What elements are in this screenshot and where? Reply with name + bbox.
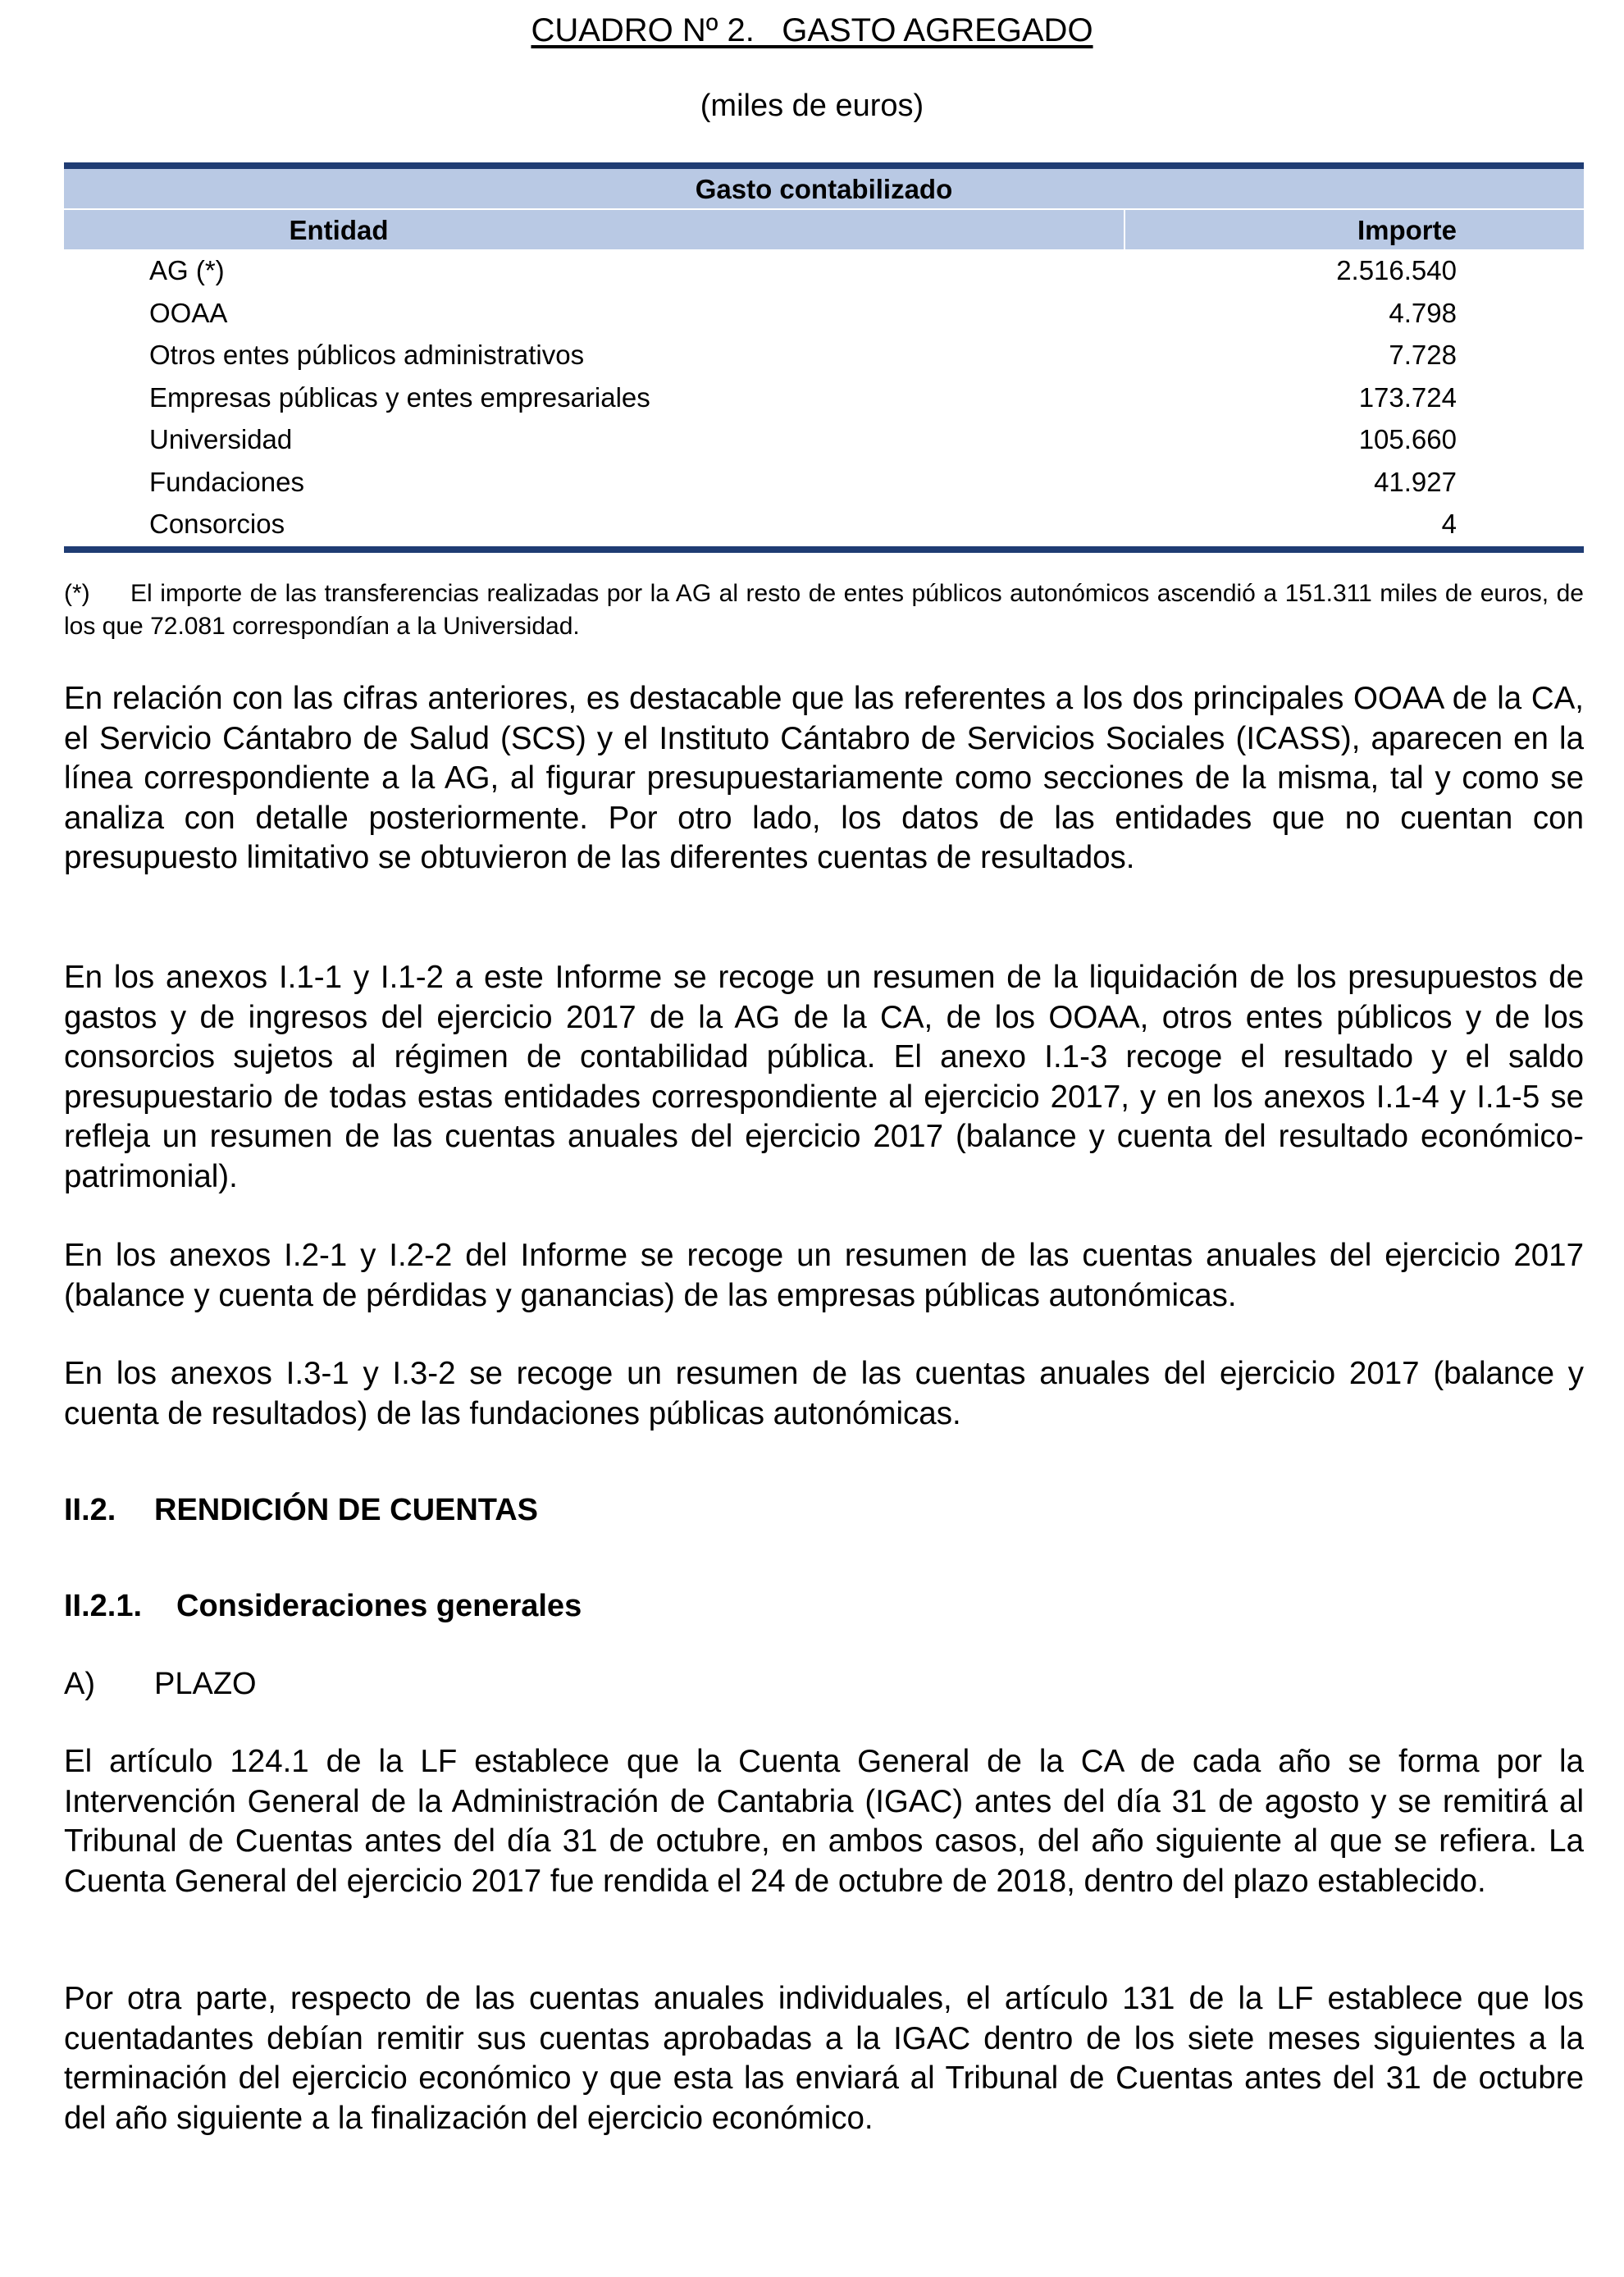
row-importe: 4 (1441, 509, 1457, 539)
paragraph: Por otra parte, respecto de las cuentas anuales individuales, el artículo 131 de la LF establece que los cuentadantes debían remitir sus cuentas aprobadas a la IGAC dentro de los siete meses siguientes a la terminación del ejercicio económico y que esta las enviará al Tribunal de Cuentas antes del 31 de octubre del año siguiente a la finalización del ejercicio económico. (64, 1981, 1584, 2136)
paragraph: En relación con las cifras anteriores, es destacable que las referentes a los dos principales OOAA de la CA, el Servicio Cántabro de Salud (SCS) y el Instituto Cántabro de Servicios Sociales (ICASS), aparecen en la línea correspondiente a la AG, al figurar presupuestariamente como secciones de la misma, tal y como se analiza con detalle posteriormente. Por otro lado, los datos de las entidades que no cuentan con presupuesto limitativo se obtuvieron de las diferentes cuentas de resultados. (64, 681, 1584, 875)
table-row (64, 376, 1584, 419)
row-importe: 41.927 (1374, 466, 1457, 497)
table-row (64, 418, 1584, 461)
table-top-rule (64, 162, 1584, 169)
section-number: II.2. (64, 1493, 116, 1527)
table-title-text: CUADRO Nº 2. GASTO AGREGADO (531, 12, 1093, 48)
section-title: RENDICIÓN DE CUENTAS (154, 1493, 538, 1527)
table-subtitle: (miles de euros) (700, 89, 924, 123)
footnote-mark: (*) (64, 580, 90, 607)
table-row (64, 249, 1584, 292)
row-importe: 105.660 (1358, 424, 1457, 454)
table-title (0, 11, 1624, 49)
row-importe: 2.516.540 (1336, 255, 1457, 285)
row-entidad: AG (*) (149, 255, 225, 285)
point-letter: A) (64, 1667, 95, 1701)
table-row (64, 334, 1584, 376)
point-title: PLAZO (154, 1667, 257, 1701)
paragraph: En los anexos I.2-1 y I.2-2 del Informe se recoge un resumen de las cuentas anuales del ejercicio 2017 (balance y cuenta de pérdidas y ganancias) de las empresas públicas autonómicas. (64, 1238, 1584, 1313)
subsection-title: Consideraciones generales (176, 1589, 582, 1623)
header-divider (1124, 210, 1125, 249)
row-entidad: Otros entes públicos administrativos (149, 340, 585, 370)
column-header-entidad: Entidad (289, 215, 389, 245)
table-row (64, 292, 1584, 335)
section-heading (64, 1491, 538, 1529)
row-entidad: OOAA (149, 297, 228, 328)
subsection-number: II.2.1. (64, 1589, 143, 1623)
table-bottom-rule (64, 546, 1584, 553)
table-footnote (64, 577, 1584, 643)
row-importe: 173.724 (1358, 381, 1457, 413)
table-group-header: Gasto contabilizado (64, 169, 1584, 210)
row-entidad: Fundaciones (149, 466, 304, 497)
point-heading (64, 1665, 257, 1703)
row-entidad: Empresas públicas y entes empresariales (149, 381, 650, 413)
paragraph: En los anexos I.1-1 y I.1-2 a este Informe se recoge un resumen de la liquidación de los presupuestos de gastos y de ingresos del ejercicio 2017 de la AG de la CA, de los OOAA, otros entes públicos y de los consorcios sujetos al régimen de contabilidad pública. El anexo I.1-3 recoge el resultado y el saldo presupuestario de todas estas entidades correspondiente al ejercicio 2017, y en los anexos I.1-4 y I.1-5 se refleja un resumen de las cuentas anuales del ejercicio 2017 (balance y cuenta del resultado económico-patrimonial). (64, 960, 1584, 1194)
paragraph: El artículo 124.1 de la LF establece que la Cuenta General de la CA de cada año se forma por la Intervención General de la Administración de Cantabria (IGAC) antes del día 31 de agosto y se remitirá al Tribunal de Cuentas antes del día 31 de octubre, en ambos casos, del año siguiente al que se refiera. La Cuenta General del ejercicio 2017 fue rendida el 24 de octubre de 2018, dentro del plazo establecido. (64, 1744, 1584, 1899)
expense-table (64, 162, 1584, 553)
table-row (64, 503, 1584, 545)
footnote-text: El importe de las transferencias realizadas por la AG al resto de entes públicos autonómicos ascendió a 151.311 miles de euros, de los que 72.081 correspondían a la Universidad. (64, 580, 1584, 640)
column-header-importe: Importe (1357, 215, 1457, 245)
table-row (64, 461, 1584, 504)
row-entidad: Universidad (149, 424, 293, 454)
table-column-header (64, 210, 1584, 249)
row-entidad: Consorcios (149, 509, 285, 539)
row-importe: 7.728 (1389, 340, 1457, 370)
paragraph: En los anexos I.3-1 y I.3-2 se recoge un resumen de las cuentas anuales del ejercicio 2017 (balance y cuenta de resultados) de las fundaciones públicas autonómicas. (64, 1356, 1584, 1431)
row-importe: 4.798 (1389, 297, 1457, 328)
subsection-heading (64, 1587, 582, 1625)
